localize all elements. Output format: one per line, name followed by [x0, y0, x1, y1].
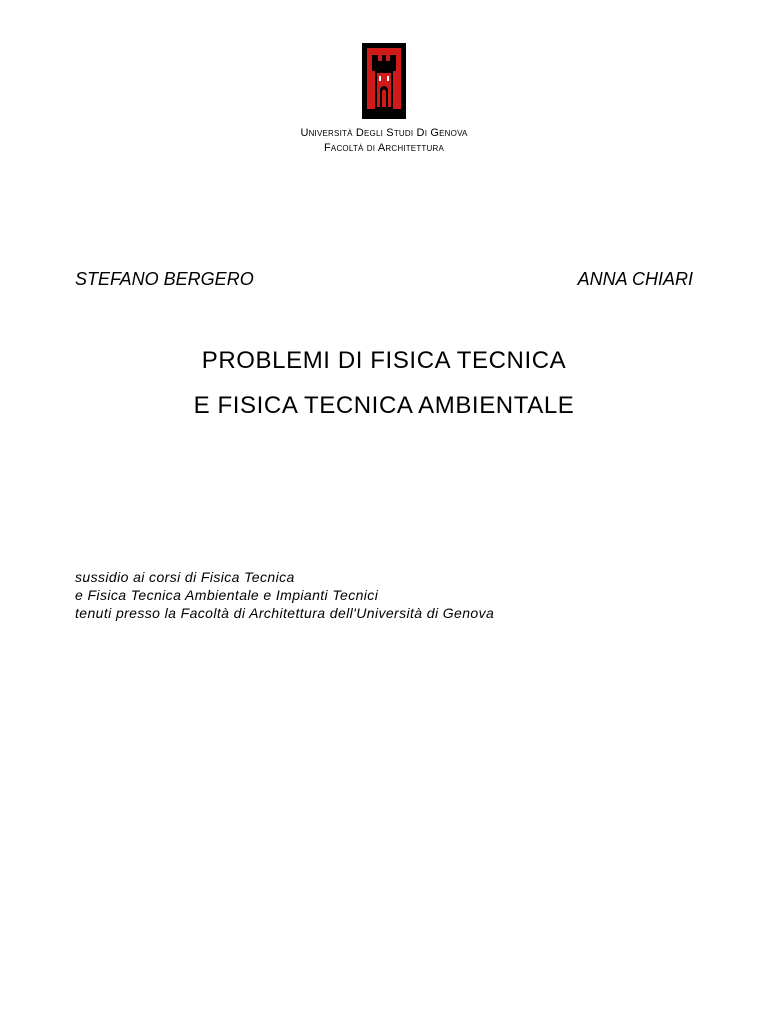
university-name: Università Degli Studi Di Genova	[300, 127, 468, 139]
subtitle-line-3: tenuti presso la Facoltà di Architettura dell'Università di Genova	[75, 605, 495, 621]
author-right: ANNA CHIARI	[577, 269, 693, 289]
tower-logo-icon	[362, 43, 406, 119]
subtitle-line-2: e Fisica Tecnica Ambientale e Impianti Tecnici	[75, 587, 379, 603]
faculty-name: Facoltà di Architettura	[323, 142, 445, 154]
subtitle-block	[75, 568, 494, 622]
university-logo	[362, 43, 406, 119]
title-line-2: E FISICA TECNICA AMBIENTALE	[193, 392, 575, 419]
subtitle-line-1: sussidio ai corsi di Fisica Tecnica	[75, 569, 295, 585]
institution-block	[0, 126, 768, 156]
author-left: STEFANO BERGERO	[75, 269, 254, 289]
title-line-1: PROBLEMI DI FISICA TECNICA	[201, 347, 567, 374]
